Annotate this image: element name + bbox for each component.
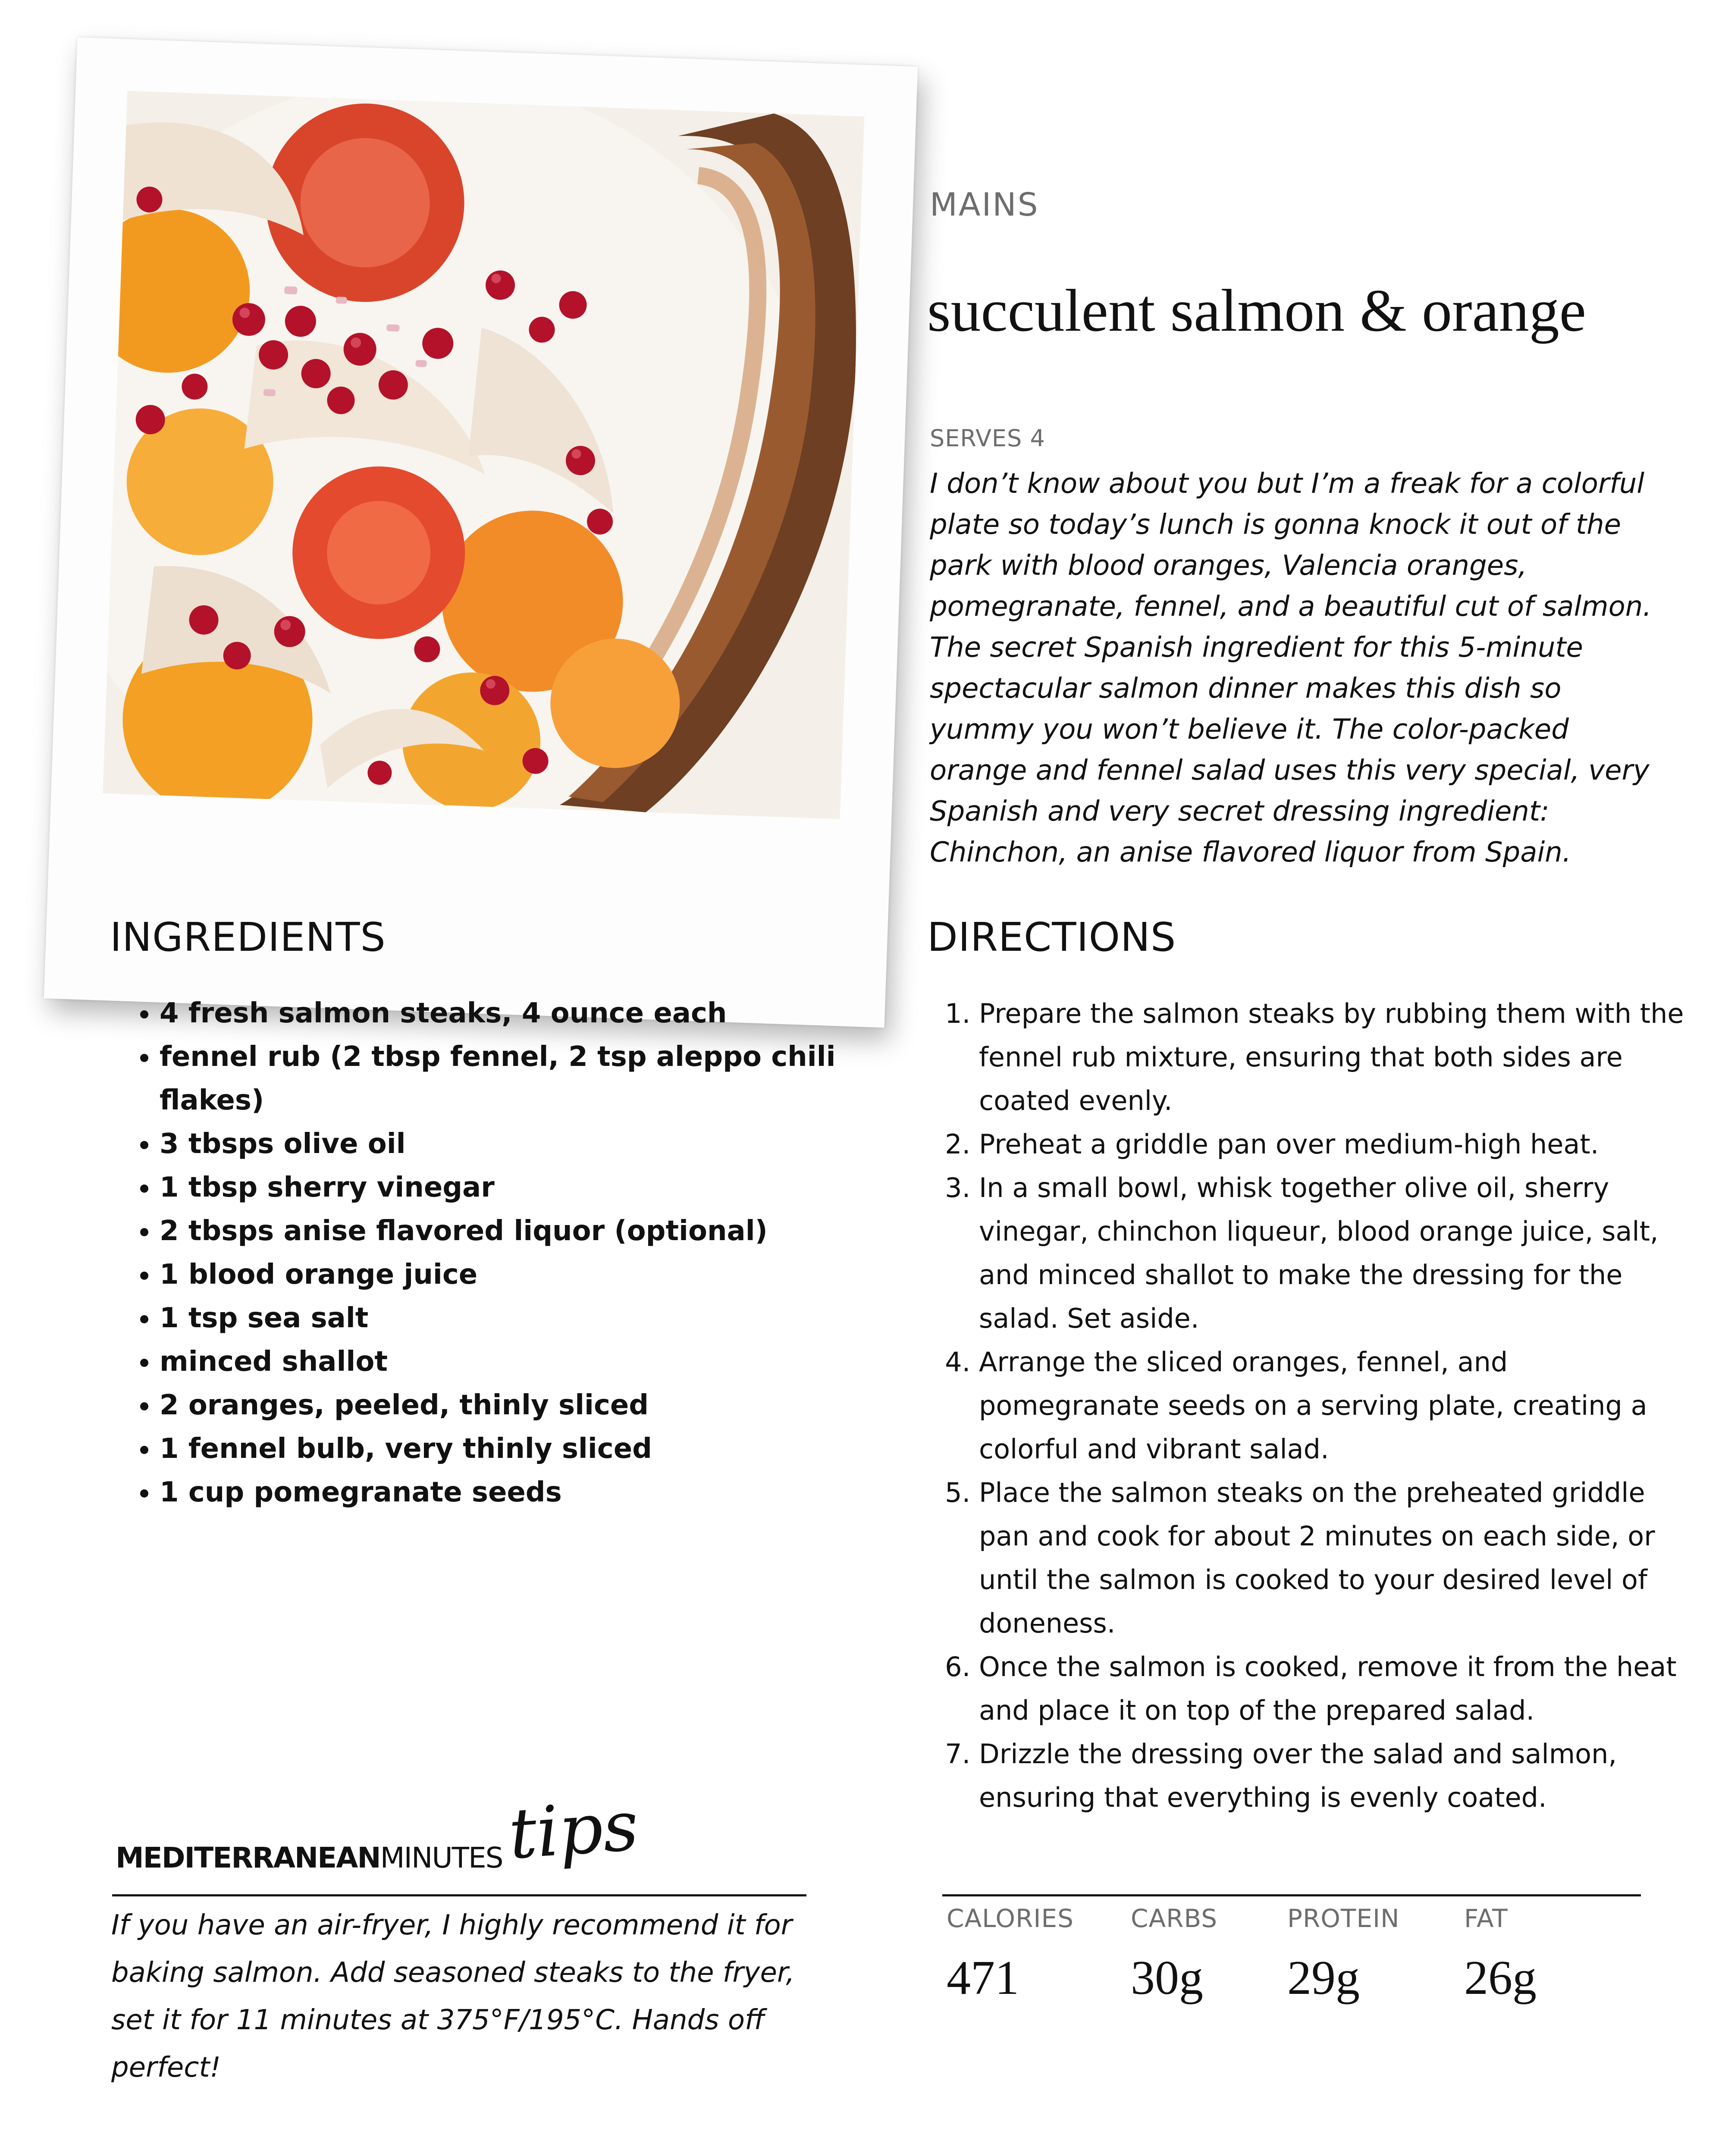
ingredient-item: • 1 fennel bulb, very thinly sliced [160,1427,850,1471]
nutrient-label: FAT [1464,1904,1508,1933]
nutrient-value: 471 [947,1951,1019,2005]
ingredient-item: • fennel rub (2 tbsp fennel, 2 tsp aleppo chili flakes) [160,1035,850,1122]
tips-script-label: tips [506,1785,641,1875]
recipe-title: succulent salmon & orange [927,277,1586,344]
ingredient-item: • minced shallot [160,1340,850,1384]
nutrient-value: 30g [1131,1951,1203,2005]
recipe-intro: I don’t know about you but I’m a freak for a colorful plate so today’s lunch is gonna knock it out of the park with blood oranges, Valencia oranges, pomegranate, fennel, and a beautiful cut of salmon. The secret Spanish ingredient for this 5-minute spectacular salmon dinner makes this dish so yummy you won’t believe it. The color-packed orange and fennel salad uses this very special, very Spanish and very secret dressing ingredient: Chinchon, an anise flavored liquor from Spain. [930,468,1652,868]
direction-step: 1. Prepare the salmon steaks by rubbing them with the fennel rub mixture, ensuring that both sides are coated evenly. [979,992,1686,1122]
ingredients-list [125,992,850,1514]
ingredient-item: • 3 tbsps olive oil [160,1122,850,1166]
directions-heading: DIRECTIONS [927,914,1176,960]
nutrition-calories [947,1904,1074,2006]
ingredient-item: • 4 fresh salmon steaks, 4 ounce each [160,992,850,1035]
nutrient-value: 29g [1287,1951,1360,2005]
tips-text: If you have an air-fryer, I highly recommend it for baking salmon. Add seasoned steaks to the fryer, set it for 11 minutes at 375°F/195°C. Hands off perfect! [111,1909,795,2084]
ingredient-item: • 1 cup pomegranate seeds [160,1471,850,1514]
nutrition-divider [942,1894,1641,1896]
salmon-orange-salad-photo [103,91,864,819]
nutrient-label: PROTEIN [1287,1904,1400,1933]
recipe-category: MAINS [930,186,1039,223]
direction-step: 7. Drizzle the dressing over the salad and salmon, ensuring that everything is evenly coated. [979,1732,1686,1819]
ingredient-item: • 2 tbsps anise flavored liquor (optional) [160,1210,850,1253]
nutrient-label: CALORIES [947,1904,1074,1933]
ingredient-item: • 2 oranges, peeled, thinly sliced [160,1384,850,1427]
direction-step: 2. Preheat a griddle pan over medium-high heat. [979,1122,1686,1166]
nutrition-protein [1287,1904,1400,2006]
ingredient-item: • 1 tsp sea salt [160,1297,850,1340]
tips-divider [112,1894,806,1896]
nutrition-carbs [1131,1904,1217,2006]
recipe-photo-frame [44,38,918,1028]
directions-list [936,992,1686,1819]
recipe-servings: SERVES 4 [930,425,1045,452]
direction-step: 4. Arrange the sliced oranges, fennel, and pomegranate seeds on a serving plate, creating a colorful and vibrant salad. [979,1340,1686,1471]
direction-step: 6. Once the salmon is cooked, remove it from the heat and place it on top of the prepared salad. [979,1645,1686,1732]
nutrient-label: CARBS [1131,1904,1218,1933]
brand-logo [116,1841,503,1874]
ingredients-heading: INGREDIENTS [110,914,386,960]
brand-name-bold: MEDITERRANEAN [116,1841,380,1874]
brand-name-light: MINUTES [380,1841,503,1874]
direction-step: 3. In a small bowl, whisk together olive oil, sherry vinegar, chinchon liqueur, blood orange juice, salt, and minced shallot to make the dressing for the salad. Set aside. [979,1166,1686,1340]
nutrition-fat [1464,1904,1537,2006]
ingredient-item: • 1 blood orange juice [160,1253,850,1297]
direction-step: 5. Place the salmon steaks on the preheated griddle pan and cook for about 2 minutes on each side, or until the salmon is cooked to your desired level of doneness. [979,1471,1686,1645]
nutrient-value: 26g [1464,1951,1537,2005]
ingredient-item: • 1 tbsp sherry vinegar [160,1166,850,1210]
